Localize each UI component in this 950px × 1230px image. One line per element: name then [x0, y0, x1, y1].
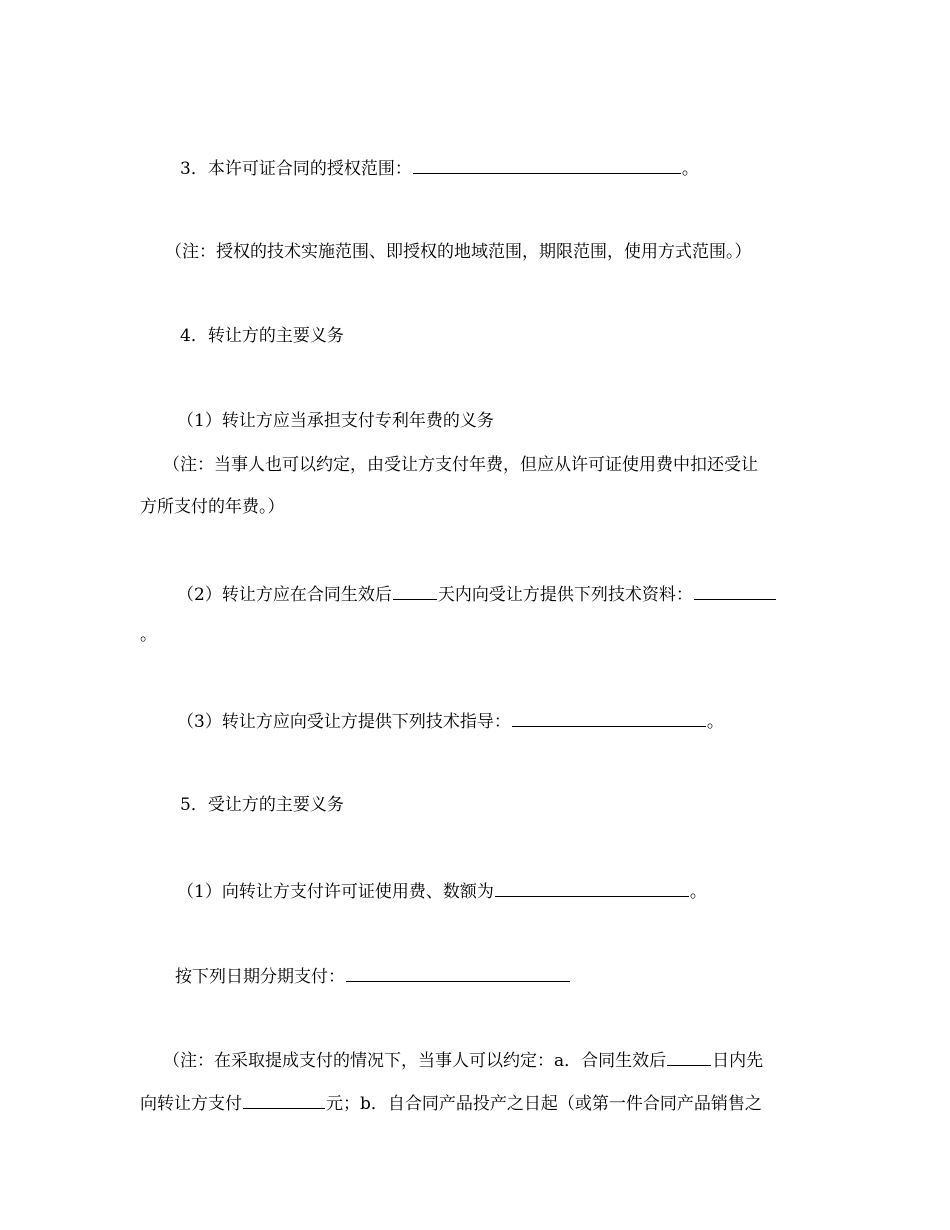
clause-5-1-end: 。	[689, 882, 707, 902]
heading-licensor-obligations: 4．转让方的主要义务	[180, 326, 344, 346]
clause-5-1-text: （1）向转让方支付许可证使用费、数额为	[177, 882, 494, 902]
clause-4-2-text-a: （2）转让方应在合同生效后	[177, 585, 392, 605]
note-royalty-line2	[140, 1090, 762, 1114]
days-blank[interactable]	[393, 581, 437, 600]
heading-licensee-obligations: 5．受让方的主要义务	[180, 795, 344, 815]
note-royalty-text-d: 元；b．自合同产品投产之日起（或第一件合同产品销售之	[326, 1094, 762, 1114]
note-authorization-scope: （注：授权的技术实施范围、即授权的地域范围，期限范围，使用方式范围。）	[165, 242, 752, 262]
clause-4-3-line	[177, 708, 724, 732]
royalty-amount-blank[interactable]	[243, 1090, 325, 1109]
technical-materials-blank[interactable]	[694, 581, 776, 600]
clause-3-end: 。	[681, 159, 699, 179]
installment-text: 按下列日期分期支付：	[175, 967, 345, 987]
license-fee-amount-blank[interactable]	[495, 878, 689, 897]
clause-4-2-text-b: 天内向受让方提供下列技术资料：	[437, 585, 693, 605]
installment-dates-blank[interactable]	[346, 963, 570, 982]
clause-3-line	[180, 155, 699, 179]
note-royalty-line1	[163, 1047, 763, 1071]
note-royalty-text-a: （注：在采取提成支付的情况下，当事人可以约定：a．合同生效后	[163, 1051, 667, 1071]
note-annual-fee-line2: 方所支付的年费。）	[140, 497, 285, 517]
clause-3-text: 3．本许可证合同的授权范围：	[180, 159, 412, 179]
note-royalty-text-b: 日内先	[712, 1051, 764, 1071]
clause-4-2-line1	[177, 581, 777, 605]
clause-5-1-line	[177, 878, 707, 902]
installment-line	[175, 963, 571, 987]
clause-4-1: （1）转让方应当承担支付专利年费的义务	[177, 411, 494, 431]
note-annual-fee-line1: （注：当事人也可以约定，由受让方支付年费，但应从许可证使用费中扣还受让	[163, 455, 758, 475]
royalty-days-blank[interactable]	[667, 1047, 711, 1066]
clause-4-3-text: （3）转让方应向受让方提供下列技术指导：	[177, 712, 511, 732]
authorization-scope-blank[interactable]	[413, 155, 681, 174]
clause-4-3-end: 。	[706, 712, 724, 732]
note-royalty-text-c: 向转让方支付	[140, 1094, 242, 1114]
clause-4-2-line2: 。	[140, 625, 157, 645]
technical-guidance-blank[interactable]	[512, 708, 706, 727]
